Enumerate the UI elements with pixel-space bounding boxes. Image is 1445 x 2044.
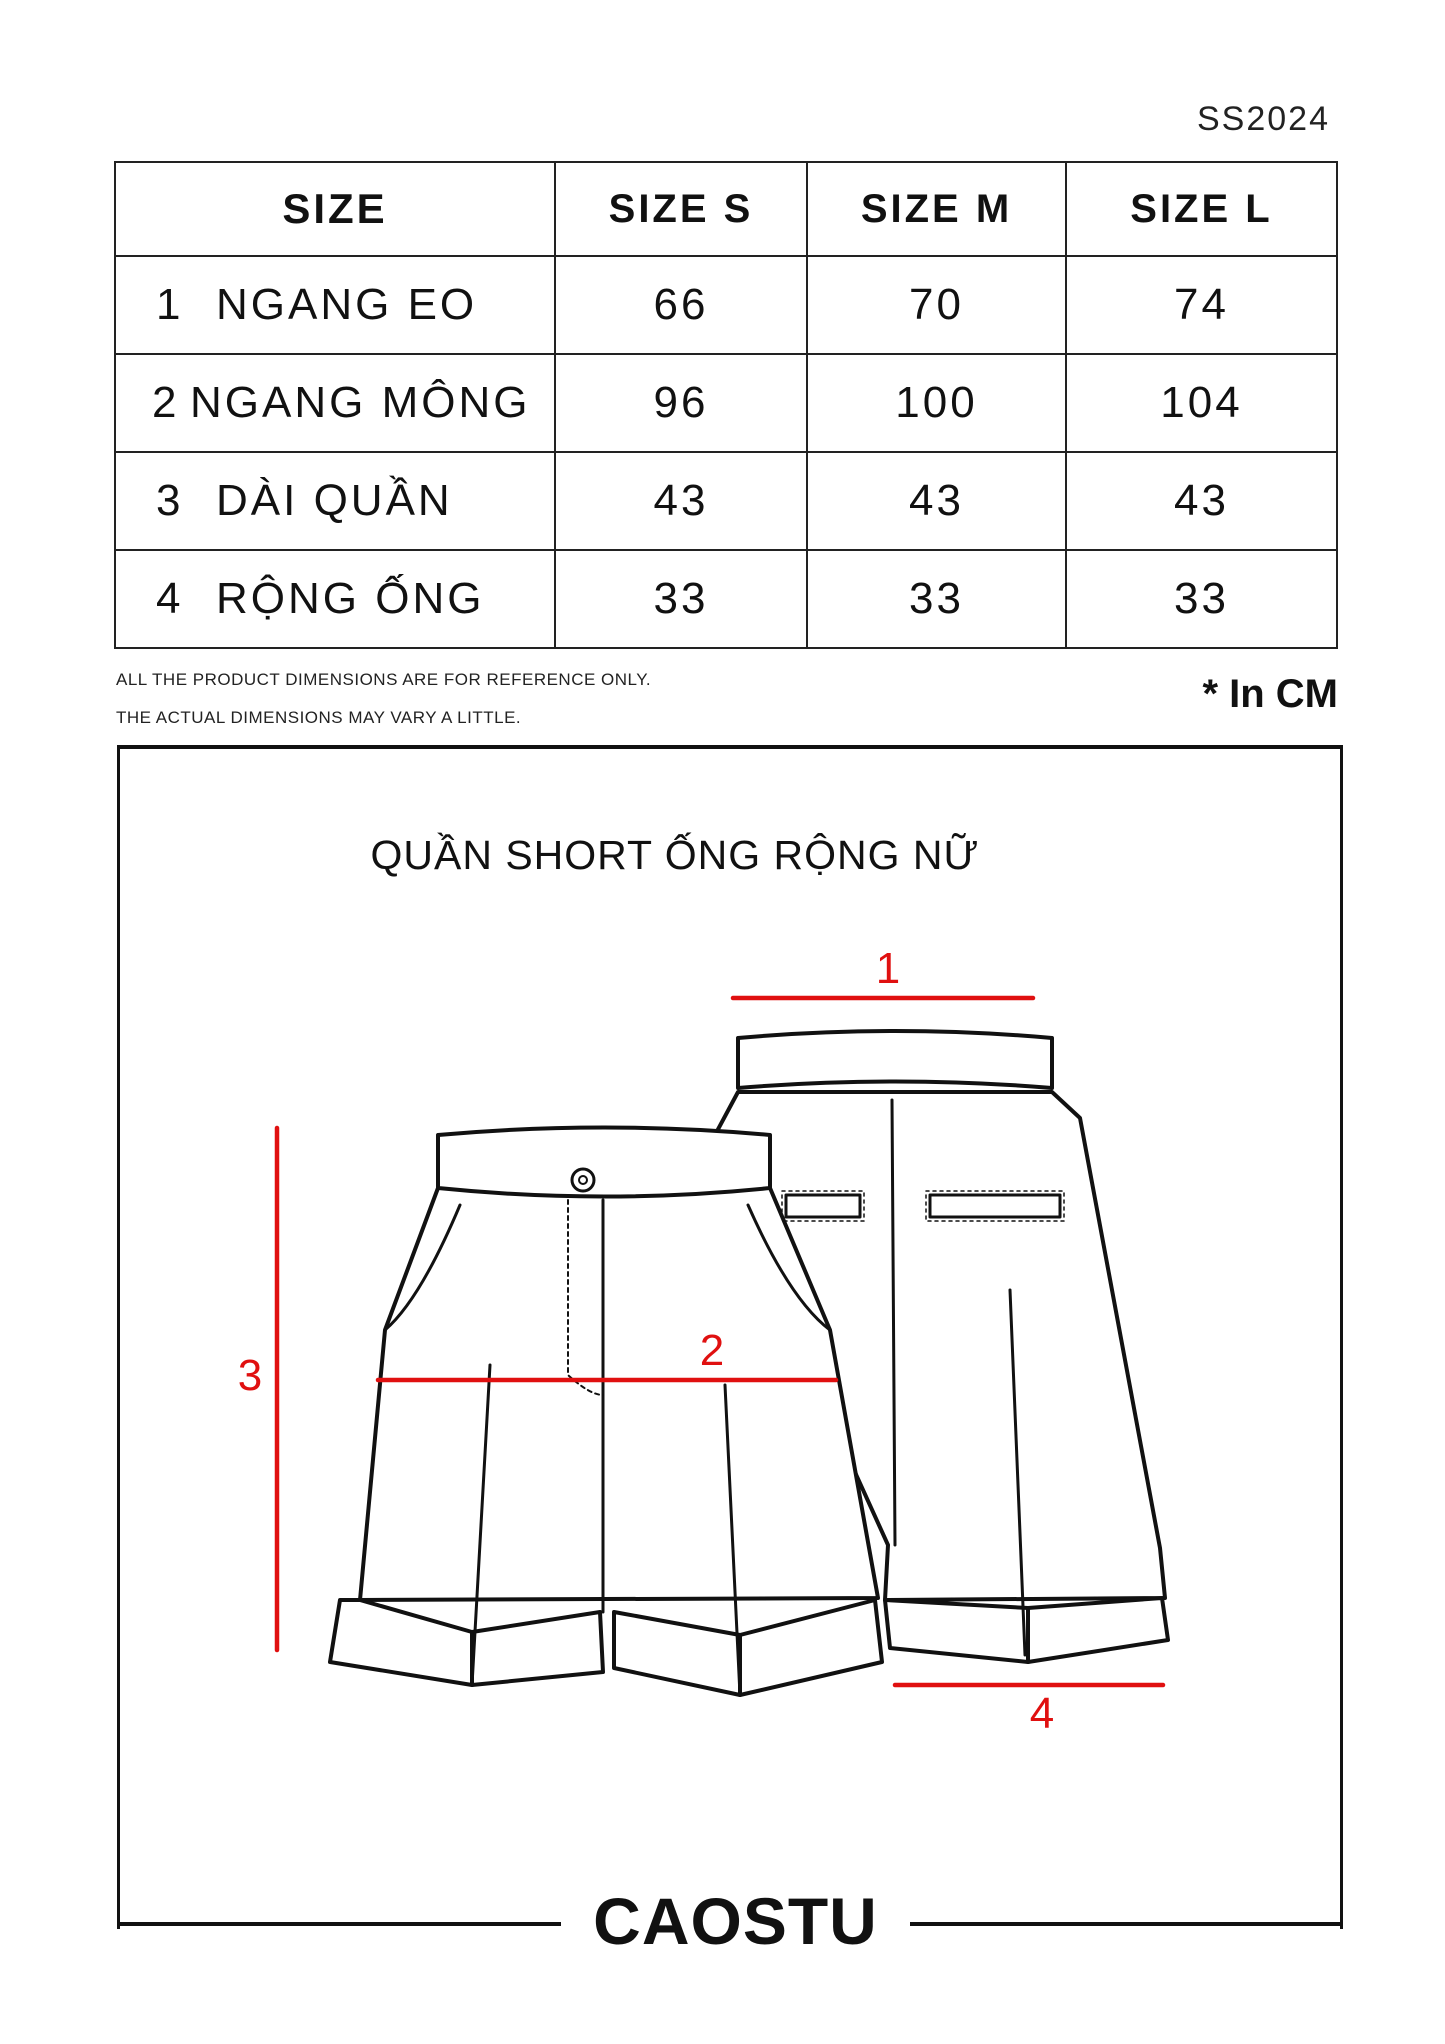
- header-size-m: SIZE M: [807, 162, 1066, 256]
- brand-logo: CAOSTU: [593, 1884, 878, 1958]
- cell-value: 66: [555, 256, 807, 354]
- marker-3: 3: [237, 1351, 263, 1400]
- cell-value: 74: [1066, 256, 1337, 354]
- marker-2: 2: [699, 1326, 725, 1375]
- header-size-l: SIZE L: [1066, 162, 1337, 256]
- cell-value: 96: [555, 354, 807, 452]
- row-number: 3: [156, 476, 184, 526]
- diagram-title: QUẦN SHORT ỐNG RỘNG NỮ: [370, 832, 980, 878]
- reference-note: ALL THE PRODUCT DIMENSIONS ARE FOR REFERENCE ONLY.: [116, 670, 652, 689]
- cell-value: 43: [555, 452, 807, 550]
- variance-note: THE ACTUAL DIMENSIONS MAY VARY A LITTLE.: [116, 708, 522, 727]
- brand-divider-right: [910, 1922, 1340, 1926]
- cell-value: 33: [1066, 550, 1337, 648]
- row-name: NGANG EO: [216, 280, 478, 330]
- row-number: 4: [156, 574, 184, 624]
- cell-value: 43: [1066, 452, 1337, 550]
- brand-divider-left: [117, 1922, 561, 1926]
- header-size-s: SIZE S: [555, 162, 807, 256]
- row-name: DÀI QUẦN: [216, 476, 453, 526]
- row-name: RỘNG ỐNG: [216, 574, 485, 624]
- row-number: 1: [156, 280, 184, 330]
- cell-value: 70: [807, 256, 1066, 354]
- header-size: SIZE: [115, 162, 555, 256]
- cell-value: 43: [807, 452, 1066, 550]
- cell-value: 33: [807, 550, 1066, 648]
- row-name: NGANG MÔNG: [190, 378, 531, 428]
- marker-1: 1: [875, 944, 901, 993]
- row-number: 2: [152, 378, 180, 428]
- cell-value: 33: [555, 550, 807, 648]
- cell-value: 104: [1066, 354, 1337, 452]
- unit-note: * In CM: [1202, 672, 1338, 716]
- season-code: SS2024: [1197, 100, 1330, 138]
- marker-4: 4: [1029, 1689, 1055, 1738]
- cell-value: 100: [807, 354, 1066, 452]
